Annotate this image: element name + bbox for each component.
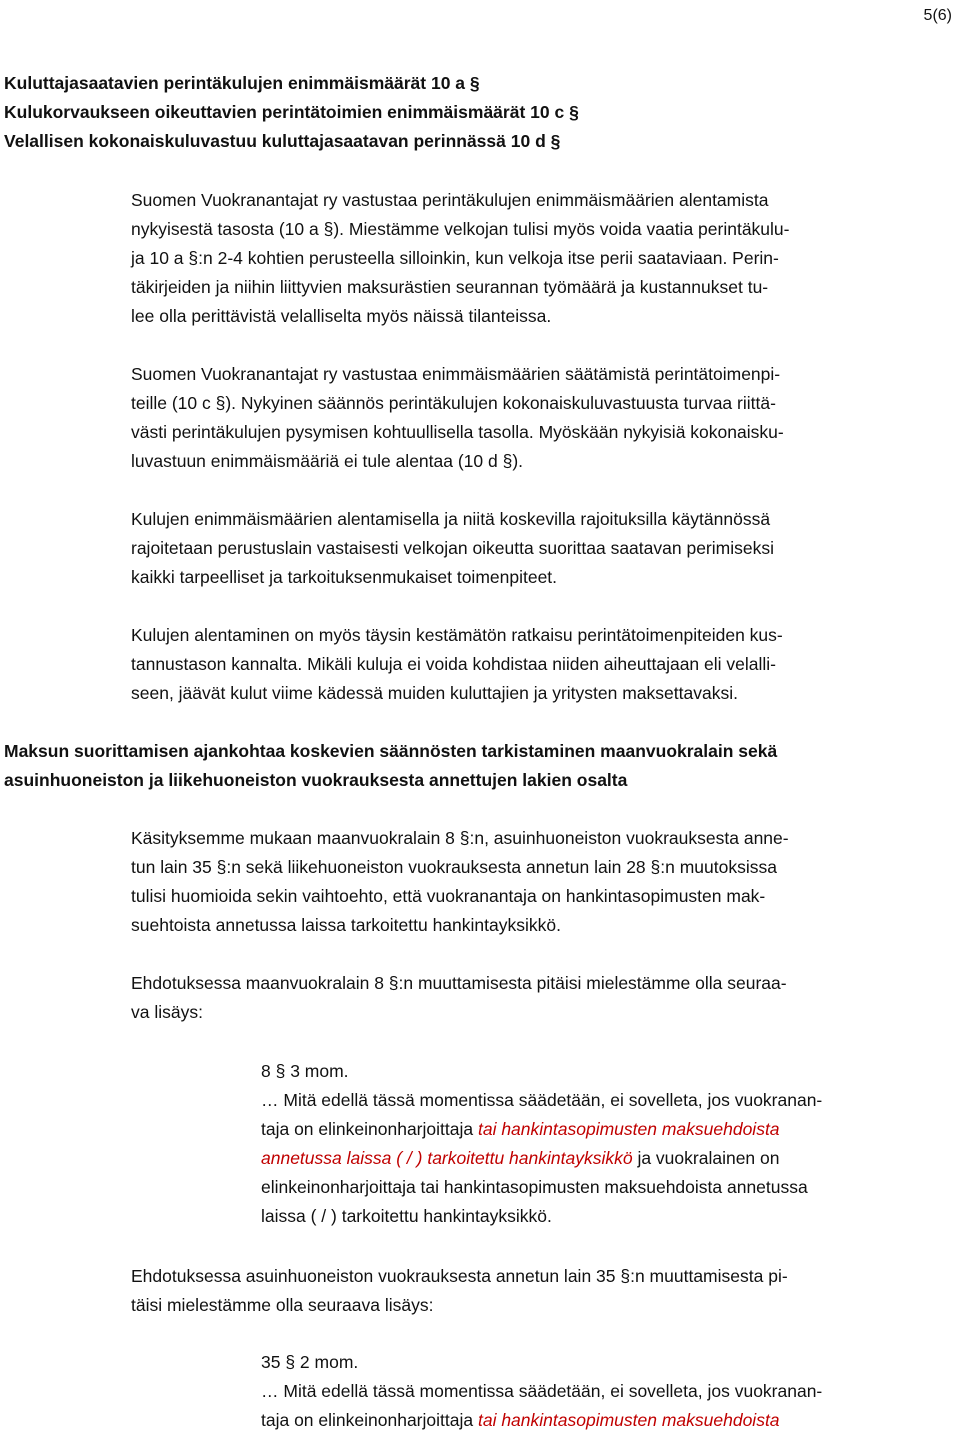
text-line: Käsityksemme mukaan maanvuokralain 8 §:n, asuinhuoneiston vuokrauksesta anne- [131,828,789,848]
paragraph-cost-burden [131,621,956,708]
heading-line: Velallisen kokonaiskuluvastuu kuluttajasaatavan perinnässä 10 d § [4,131,561,151]
text-line: tannustason kannalta. Mikäli kuluja ei voida kohdistaa niiden aiheuttajaan eli velalli- [131,654,776,674]
quote-line [261,1115,956,1144]
heading-line: Kuluttajasaatavien perintäkulujen enimmäismäärät 10 a § [4,73,480,93]
quote-line [261,1144,956,1173]
text-line: Ehdotuksessa maanvuokralain 8 §:n muuttamisesta pitäisi mielestämme olla seuraa- [131,973,787,993]
text-line: Ehdotuksessa asuinhuoneiston vuokrauksesta annetun lain 35 §:n muuttamisesta pi- [131,1266,788,1286]
text-line: rajoitetaan perustuslain vastaisesti velkojan oikeutta suorittaa saatavan perimiseksi [131,538,774,558]
paragraph-procurement-unit [131,824,956,940]
proposed-text-residential-lease [261,1348,956,1435]
text-line: täkirjeiden ja niihin liittyvien maksurästien seurannan työmäärä ja kustannukset tu- [131,277,769,297]
quote-line: laissa ( / ) tarkoitettu hankintayksikkö. [261,1206,552,1226]
section-reference: 8 § 3 mom. [261,1061,349,1081]
text-line: Kulujen enimmäismäärien alentamisella ja niitä koskevilla rajoituksilla käytännössä [131,509,771,529]
quote-line: … Mitä edellä tässä momentissa säädetään, ei sovelleta, jos vuokranan- [261,1090,823,1110]
text-line: tulisi huomioida sekin vaihtoehto, että vuokranantaja on hankintasopimusten mak- [131,886,766,906]
heading-line: Kulukorvaukseen oikeuttavien perintätoimien enimmäismäärät 10 c § [4,102,579,122]
text-line: suehtoista annetussa laissa tarkoitettu hankintayksikkö. [131,915,561,935]
text-line: kaikki tarpeelliset ja tarkoituksenmukaiset toimenpiteet. [131,567,558,587]
text-line: ja 10 a §:n 2-4 kohtien perusteella silloinkin, kun velkoja itse perii saataviaan. Perin- [131,248,779,268]
quote-plain-text: taja on elinkeinonharjoittaja [261,1119,478,1139]
section-heading-payment-timing [4,737,944,795]
paragraph-maximum-amounts [131,360,956,476]
paragraph-constitutional-concern [131,505,956,592]
section-heading-collection-costs [4,69,944,156]
heading-line: Maksun suorittamisen ajankohtaa koskevien säännösten tarkistaminen maanvuokralain sekä [4,741,778,761]
page-number: 5(6) [923,7,952,24]
paragraph-residential-lease-proposal [131,1262,956,1320]
text-line: Kulujen alentaminen on myös täysin kestämätön ratkaisu perintätoimenpiteiden kus- [131,625,783,645]
text-line: nykyisestä tasosta (10 a §). Miestämme velkojan tulisi myös voida vaatia perintäkulu- [131,219,790,239]
text-line: seen, jäävät kulut viime kädessä muiden kuluttajien ja yritysten maksettavaksi. [131,683,738,703]
text-line: lee olla perittävistä velalliselta myös näissä tilanteissa. [131,306,552,326]
quote-line [261,1406,956,1435]
quote-plain-text: taja on elinkeinonharjoittaja [261,1410,478,1430]
quote-inserted-text: tai hankintasopimusten maksuehdoista [477,1410,780,1430]
proposed-text-land-lease [261,1057,956,1231]
text-line: Suomen Vuokranantajat ry vastustaa enimmäismäärien säätämistä perintätoimenpi- [131,364,781,384]
quote-line: elinkeinonharjoittaja tai hankintasopimusten maksuehdoista annetussa [261,1177,808,1197]
paragraph-land-lease-proposal [131,969,956,1027]
paragraph-collection-costs-opposition [131,186,956,331]
text-line: västi perintäkulujen pysymisen kohtuullisella tasolla. Myöskään nykyisiä kokonaisku- [131,422,784,442]
quote-plain-text: ja vuokralainen on [632,1148,780,1168]
heading-line: asuinhuoneiston ja liikehuoneiston vuokrauksesta annettujen lakien osalta [4,770,628,790]
text-line: täisi mielestämme olla seuraava lisäys: [131,1295,434,1315]
quote-inserted-text: tai hankintasopimusten maksuehdoista [477,1119,780,1139]
text-line: luvastuun enimmäismääriä ei tule alentaa (10 d §). [131,451,524,471]
text-line: tun lain 35 §:n sekä liikehuoneiston vuokrauksesta annetun lain 28 §:n muutoksissa [131,857,777,877]
quote-inserted-text: annetussa laissa ( / ) tarkoitettu hankintayksikkö [261,1148,633,1168]
quote-line: … Mitä edellä tässä momentissa säädetään, ei sovelleta, jos vuokranan- [261,1381,823,1401]
text-line: Suomen Vuokranantajat ry vastustaa perintäkulujen enimmäismäärien alentamista [131,190,769,210]
section-reference: 35 § 2 mom. [261,1352,359,1372]
text-line: teille (10 c §). Nykyinen säännös perintäkulujen kokonaiskuluvastuusta turvaa riittä- [131,393,776,413]
text-line: va lisäys: [131,1002,203,1022]
